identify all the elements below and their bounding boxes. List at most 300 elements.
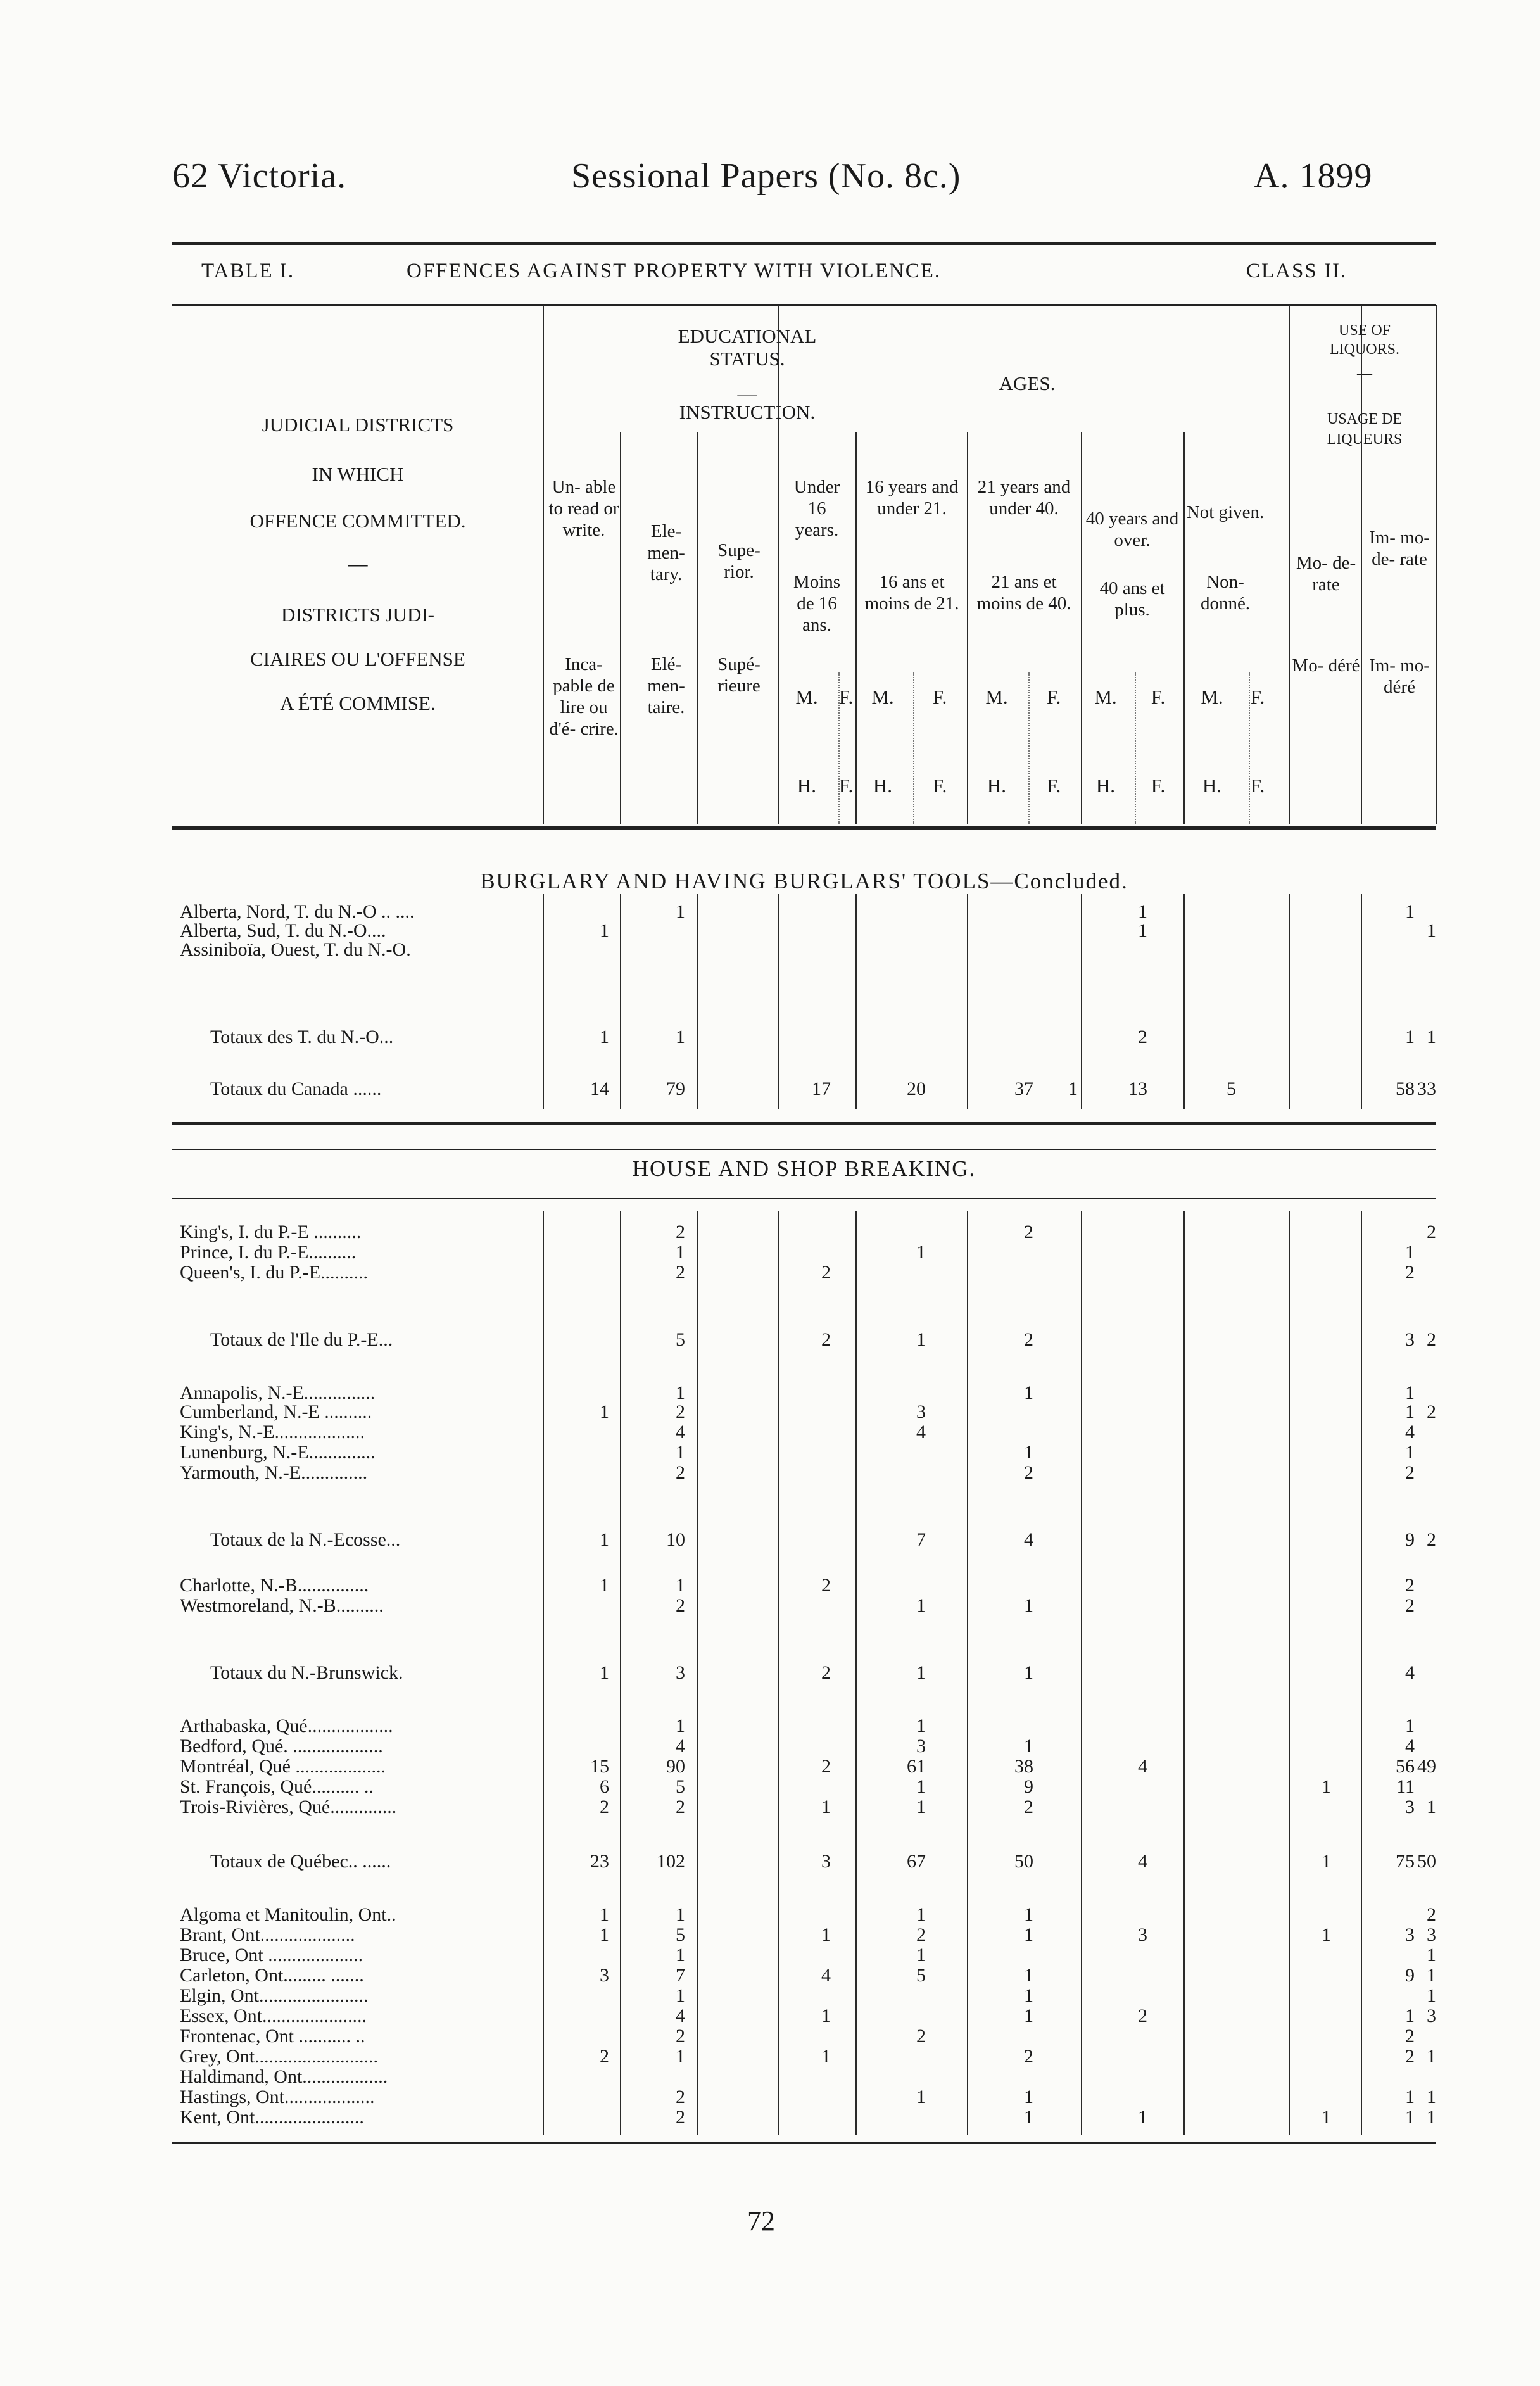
table-cell: 4 [676, 1422, 685, 1442]
sex-rule [1135, 672, 1136, 824]
table-cell: 1 [600, 1401, 609, 1422]
district-name: Elgin, Ont....................... [180, 1985, 369, 2006]
column-rule [697, 432, 698, 824]
table-cell: 3 [916, 1401, 926, 1422]
total-row [172, 1662, 1436, 1684]
age-under16-fr: Moins de 16 ans. [793, 572, 841, 635]
table-cell: 1 [676, 1575, 685, 1596]
district-name: Cumberland, N.-E .......... [180, 1401, 372, 1422]
body-column-rule [1289, 894, 1290, 1109]
table-label: TABLE I. [201, 260, 295, 282]
table-cell: 1 [1405, 1026, 1415, 1047]
body-column-rule [967, 1211, 968, 2135]
district-name: Hastings, Ont................... [180, 2086, 375, 2107]
section-title: BURGLARY AND HAVING BURGLARS' TOOLS—Concluded. [480, 869, 1128, 893]
table-cell: 2 [916, 2026, 926, 2047]
table-cell: 4 [676, 2005, 685, 2026]
table-cell: 2 [676, 2026, 685, 2047]
table-cell: 1 [1427, 1796, 1436, 1817]
sex-header-female: F. [932, 686, 947, 708]
table-cell: 1 [916, 1945, 926, 1966]
district-header-en-1: JUDICIAL DISTRICTS [262, 413, 454, 436]
sex-rule [838, 672, 840, 824]
table-cell: 1 [821, 1796, 831, 1817]
table-cell: 1 [1024, 1965, 1033, 1986]
table-cell: 3 [1405, 1796, 1415, 1817]
table-cell: 1 [1024, 1924, 1033, 1945]
table-cell: 1 [1024, 2086, 1033, 2107]
table-cell: 2 [1427, 1401, 1436, 1422]
total-label: Totaux du Canada ...... [210, 1078, 382, 1099]
table-cell: 1 [676, 2046, 685, 2067]
total-label: Totaux du N.-Brunswick. [210, 1662, 403, 1683]
district-header-en-2: IN WHICH [312, 463, 404, 485]
table-cell: 7 [676, 1965, 685, 1986]
table-cell: 1 [600, 920, 609, 941]
table-row [172, 1401, 1436, 1423]
table-cell: 1 [1405, 1242, 1415, 1263]
table-cell: 1 [600, 1924, 609, 1945]
sex-header-female: F. [1046, 686, 1061, 708]
table-cell: 1 [1427, 1985, 1436, 2006]
table-cell: 4 [676, 1736, 685, 1757]
table-cell: 9 [1405, 1965, 1415, 1986]
table-cell: 1 [1322, 1776, 1331, 1797]
age-not-given-fr: Non- donné. [1200, 572, 1251, 614]
table-cell: 2 [676, 2107, 685, 2128]
liquor-header-1: USE OF [1338, 322, 1391, 339]
table-cell: 1 [821, 2046, 831, 2067]
table-cell: 1 [916, 1595, 926, 1616]
table-cell: 4 [1405, 1422, 1415, 1442]
body-column-rule [1081, 894, 1082, 1109]
table-cell: 1 [1427, 920, 1436, 941]
ages-header: AGES. [999, 372, 1056, 395]
table-cell: 1 [1138, 920, 1147, 941]
table-cell: 3 [1405, 1329, 1415, 1350]
table-cell: 90 [666, 1756, 685, 1777]
edu-header-fr: INSTRUCTION. [679, 401, 816, 423]
sex-rule [1249, 672, 1250, 824]
table-cell: 1 [676, 1985, 685, 2006]
liquor-header-dash: — [1357, 365, 1372, 382]
district-header-en-3: OFFENCE COMMITTED. [249, 510, 466, 532]
body-column-rule [620, 1211, 621, 2135]
sex-header-male: M. [795, 686, 818, 708]
table-cell: 4 [1024, 1529, 1033, 1550]
table-row [172, 1261, 1436, 1284]
section-rule [172, 1198, 1436, 1199]
table-cell: 11 [1396, 1776, 1415, 1797]
table-row [172, 1594, 1436, 1617]
sex-header-fr-male: H. [1202, 774, 1222, 797]
sex-rule [913, 672, 914, 824]
district-name: Frontenac, Ont ........... .. [180, 2026, 365, 2047]
header-sessional-papers: Sessional Papers (No. 8c.) [571, 156, 961, 196]
header-bottom-rule [172, 826, 1436, 830]
sex-header-fr-female: F. [838, 774, 854, 797]
total-label: Totaux de la N.-Ecosse... [210, 1529, 401, 1550]
table-cell: 49 [1417, 1756, 1436, 1777]
table-cell: 5 [1227, 1078, 1236, 1099]
table-cell: 1 [1322, 1924, 1331, 1945]
district-header-dash: — [348, 553, 368, 575]
table-cell: 1 [676, 1026, 685, 1047]
age-40-over-fr: 40 ans et plus. [1099, 578, 1165, 620]
sex-header-fr-male: H. [797, 774, 817, 797]
table-cell: 1 [600, 1529, 609, 1550]
table-cell: 2 [916, 1924, 926, 1945]
page-number: 72 [747, 2206, 775, 2237]
body-column-rule [1081, 1211, 1082, 2135]
table-cell: 1 [916, 1662, 926, 1683]
table-cell: 1 [1024, 1736, 1033, 1757]
table-cell: 5 [916, 1965, 926, 1986]
table-row [172, 1924, 1436, 1947]
table-cell: 6 [600, 1776, 609, 1797]
table-row [172, 1776, 1436, 1798]
table-cell: 2 [821, 1329, 831, 1350]
table-cell: 1 [916, 1329, 926, 1350]
table-cell: 3 [916, 1736, 926, 1757]
table-cell: 2 [1138, 2005, 1147, 2026]
column-rule [1436, 305, 1437, 824]
table-cell: 2 [1427, 1904, 1436, 1925]
table-cell: 3 [1138, 1924, 1147, 1945]
table-cell: 3 [1427, 2005, 1436, 2026]
table-title: OFFENCES AGAINST PROPERTY WITH VIOLENCE. [407, 260, 942, 282]
total-row [172, 1026, 1436, 1049]
total-row [172, 1329, 1436, 1351]
table-cell: 2 [1427, 1329, 1436, 1350]
body-column-rule [1183, 1211, 1185, 2135]
immoderate-header-en: Im- mo- de- rate [1369, 527, 1430, 569]
sex-header-fr-male: H. [987, 774, 1007, 797]
table-cell: 15 [590, 1756, 609, 1777]
table-cell: 3 [600, 1965, 609, 1986]
district-name: Alberta, Nord, T. du N.-O .. .... [180, 901, 415, 922]
table-cell: 102 [657, 1851, 685, 1872]
table-cell: 79 [666, 1078, 685, 1099]
sex-header-male: M. [1094, 686, 1117, 708]
header-year: A. 1899 [1254, 156, 1373, 196]
table-cell: 1 [676, 1945, 685, 1966]
body-column-rule [697, 894, 698, 1109]
table-cell: 1 [600, 1904, 609, 1925]
table-cell: 1 [1405, 2005, 1415, 2026]
age-16-21-fr: 16 ans et moins de 21. [864, 572, 959, 614]
table-cell: 1 [600, 1026, 609, 1047]
age-40-over-en: 40 years and over. [1085, 508, 1179, 550]
table-row [172, 1735, 1436, 1758]
table-cell: 1 [916, 1242, 926, 1263]
table-row [172, 1796, 1436, 1819]
table-row [172, 1421, 1436, 1444]
body-column-rule [1361, 894, 1362, 1109]
district-name: St. François, Qué.......... .. [180, 1776, 374, 1797]
table-cell: 1 [676, 1442, 685, 1463]
district-name: Brant, Ont.................... [180, 1924, 355, 1945]
table-cell: 14 [590, 1078, 609, 1099]
body-column-rule [778, 894, 779, 1109]
district-name: Essex, Ont...................... [180, 2005, 367, 2026]
table-cell: 75 [1396, 1851, 1415, 1872]
table-cell: 2 [600, 2046, 609, 2067]
table-cell: 2 [1405, 1462, 1415, 1483]
table-cell: 1 [1405, 901, 1415, 922]
moderate-header-en: Mo- de- rate [1296, 553, 1356, 595]
district-name: Alberta, Sud, T. du N.-O.... [180, 920, 386, 941]
table-cell: 7 [916, 1529, 926, 1550]
edu-header-dash: — [737, 382, 757, 404]
body-column-rule [967, 894, 968, 1109]
sex-header-male: M. [1201, 686, 1223, 708]
table-cell: 3 [1405, 1924, 1415, 1945]
body-column-rule [543, 894, 544, 1109]
table-cell: 1 [1322, 2107, 1331, 2128]
table-cell: 1 [1138, 901, 1147, 922]
district-name: Yarmouth, N.-E.............. [180, 1462, 368, 1483]
table-cell: 1 [1024, 1662, 1033, 1683]
table-bottom-rule [172, 2142, 1436, 2144]
table-cell: 61 [907, 1756, 926, 1777]
sex-header-fr-female: F. [932, 774, 947, 797]
body-column-rule [620, 894, 621, 1109]
table-row [172, 1715, 1436, 1738]
table-cell: 2 [676, 1221, 685, 1242]
table-cell: 2 [1405, 1595, 1415, 1616]
table-cell: 1 [916, 1796, 926, 1817]
superior-header-en: Supe- rior. [717, 540, 761, 582]
district-name: Trois-Rivières, Qué.............. [180, 1796, 397, 1817]
table-cell: 1 [1427, 2086, 1436, 2107]
table-row [172, 938, 1436, 961]
district-name: King's, I. du P.-E .......... [180, 1221, 362, 1242]
table-cell: 1 [1427, 2046, 1436, 2067]
statistics-table [172, 242, 1436, 2210]
table-cell: 3 [676, 1662, 685, 1683]
liquor-header-4: LIQUEURS [1327, 431, 1403, 448]
table-cell: 1 [676, 1904, 685, 1925]
title-rule [172, 304, 1436, 306]
table-row [172, 1241, 1436, 1264]
table-row [172, 1944, 1436, 1967]
sex-header-female: F. [1250, 686, 1265, 708]
table-cell: 1 [676, 901, 685, 922]
unable-header-fr: Inca- pable de lire ou d'é- crire. [549, 654, 619, 739]
table-cell: 2 [1138, 1026, 1147, 1047]
table-cell: 2 [821, 1262, 831, 1283]
age-16-21-en: 16 years and under 21. [865, 477, 959, 519]
table-cell: 50 [1014, 1851, 1033, 1872]
district-name: Lunenburg, N.-E.............. [180, 1442, 376, 1463]
table-cell: 1 [916, 1776, 926, 1797]
table-row [172, 1985, 1436, 2007]
body-column-rule [1289, 1211, 1290, 2135]
table-cell: 1 [821, 1924, 831, 1945]
sex-header-fr-female: F. [1046, 774, 1061, 797]
district-name: Queen's, I. du P.-E.......... [180, 1262, 369, 1283]
total-label: Totaux des T. du N.-O... [210, 1026, 394, 1047]
table-row [172, 1221, 1436, 1244]
district-header-fr-1: DISTRICTS JUDI- [281, 603, 434, 626]
table-cell: 1 [1068, 1078, 1078, 1099]
district-name: King's, N.-E................... [180, 1422, 365, 1442]
table-row [172, 2025, 1436, 2048]
elementary-header-fr: Elé- men- taire. [647, 654, 685, 717]
table-top-rule [172, 242, 1436, 245]
district-name: Arthabaska, Qué.................. [180, 1715, 393, 1736]
table-row [172, 1903, 1436, 1926]
district-name: Grey, Ont.......................... [180, 2046, 379, 2067]
elementary-header-en: Ele- men- tary. [647, 521, 685, 584]
table-row [172, 2066, 1436, 2088]
district-name: Haldimand, Ont.................. [180, 2066, 388, 2087]
moderate-header-fr: Mo- déré [1292, 655, 1360, 676]
sex-header-male: M. [985, 686, 1008, 708]
sex-header-male: M. [871, 686, 894, 708]
table-cell: 1 [1024, 1442, 1033, 1463]
total-label: Totaux de Québec.. ...... [210, 1851, 391, 1872]
column-rule [967, 432, 968, 824]
table-cell: 2 [1024, 1796, 1033, 1817]
liquor-header-3: USAGE DE [1327, 411, 1402, 427]
district-name: Carleton, Ont......... ....... [180, 1965, 364, 1986]
district-name: Algoma et Manitoulin, Ont.. [180, 1904, 396, 1925]
sex-header-fr-male: H. [1095, 774, 1116, 797]
table-cell: 4 [1138, 1851, 1147, 1872]
age-21-40-fr: 21 ans et moins de 40. [976, 572, 1071, 614]
table-cell: 5 [676, 1329, 685, 1350]
table-row [172, 2086, 1436, 2109]
sex-rule [1028, 672, 1030, 824]
sex-header-fr-female: F. [1250, 774, 1265, 797]
district-name: Montréal, Qué ................... [180, 1756, 386, 1777]
age-not-given-en: Not given. [1186, 502, 1265, 522]
table-cell: 2 [821, 1662, 831, 1683]
section-rule [172, 1149, 1436, 1150]
table-cell: 2 [821, 1575, 831, 1596]
table-cell: 20 [907, 1078, 926, 1099]
district-name: Bruce, Ont .................... [180, 1945, 363, 1966]
table-cell: 1 [1024, 1985, 1033, 2006]
edu-header-2: STATUS. [709, 348, 785, 370]
district-name: Assiniboïa, Ouest, T. du N.-O. [180, 939, 411, 960]
table-cell: 2 [1405, 2046, 1415, 2067]
column-rule [778, 305, 779, 824]
table-cell: 2 [676, 1262, 685, 1283]
table-cell: 5 [676, 1924, 685, 1945]
table-cell: 1 [1427, 1965, 1436, 1986]
table-cell: 2 [1024, 1462, 1033, 1483]
table-cell: 1 [1405, 1401, 1415, 1422]
table-cell: 1 [916, 2086, 926, 2107]
table-cell: 1 [1405, 1442, 1415, 1463]
table-row [172, 1461, 1436, 1484]
district-name: Westmoreland, N.-B.......... [180, 1595, 384, 1616]
table-cell: 1 [676, 1715, 685, 1736]
table-cell: 2 [1405, 1262, 1415, 1283]
table-cell: 1 [916, 1904, 926, 1925]
table-cell: 2 [1427, 1529, 1436, 1550]
body-column-rule [697, 1211, 698, 2135]
table-cell: 2 [1024, 1221, 1033, 1242]
district-name: Annapolis, N.-E............... [180, 1382, 376, 1403]
total-label: Totaux de l'Ile du P.-E... [210, 1329, 393, 1350]
column-rule [1081, 432, 1082, 824]
table-cell: 4 [1405, 1736, 1415, 1757]
table-cell: 1 [821, 2005, 831, 2026]
district-header-fr-2: CIAIRES OU L'OFFENSE [250, 648, 465, 670]
table-row [172, 1574, 1436, 1597]
sex-header-fr-male: H. [873, 774, 893, 797]
table-cell: 10 [666, 1529, 685, 1550]
table-cell: 2 [600, 1796, 609, 1817]
district-name: Prince, I. du P.-E.......... [180, 1242, 357, 1263]
table-cell: 3 [1427, 1924, 1436, 1945]
table-cell: 2 [821, 1756, 831, 1777]
body-column-rule [855, 1211, 857, 2135]
sex-header-female: F. [1151, 686, 1166, 708]
body-column-rule [1183, 894, 1185, 1109]
column-rule [855, 432, 857, 824]
table-cell: 2 [676, 2086, 685, 2107]
district-name: Charlotte, N.-B............... [180, 1575, 369, 1596]
section-rule [172, 1122, 1436, 1125]
immoderate-header-fr: Im- mo- déré [1369, 655, 1430, 697]
table-cell: 67 [907, 1851, 926, 1872]
table-class: CLASS II. [1246, 260, 1348, 282]
column-rule [1361, 305, 1362, 824]
total-row [172, 1529, 1436, 1551]
column-rule [1183, 432, 1185, 824]
table-cell: 1 [600, 1662, 609, 1683]
table-cell: 50 [1417, 1851, 1436, 1872]
table-cell: 9 [1024, 1776, 1033, 1797]
table-cell: 1 [1024, 1904, 1033, 1925]
header-volume: 62 Victoria. [172, 156, 347, 196]
table-row [172, 1964, 1436, 1987]
table-cell: 58 [1396, 1078, 1415, 1099]
table-cell: 1 [600, 1575, 609, 1596]
table-cell: 2 [1024, 1329, 1033, 1350]
table-cell: 4 [821, 1965, 831, 1986]
age-under16-en: Under 16 years. [793, 477, 840, 540]
district-name: Kent, Ont....................... [180, 2107, 364, 2128]
table-cell: 1 [1322, 1851, 1331, 1872]
table-cell: 2 [1024, 2046, 1033, 2067]
table-cell: 3 [821, 1851, 831, 1872]
section-title: HOUSE AND SHOP BREAKING. [632, 1156, 976, 1181]
sex-header-female: F. [838, 686, 854, 708]
body-column-rule [778, 1211, 779, 2135]
table-cell: 1 [1024, 2005, 1033, 2026]
table-cell: 1 [1024, 1595, 1033, 1616]
table-cell: 4 [1405, 1662, 1415, 1683]
table-cell: 1 [1427, 2107, 1436, 2128]
table-cell: 13 [1128, 1078, 1147, 1099]
body-column-rule [855, 894, 857, 1109]
table-cell: 1 [1405, 1715, 1415, 1736]
table-cell: 4 [916, 1422, 926, 1442]
edu-header-1: EDUCATIONAL [678, 325, 817, 347]
superior-header-fr: Supé- rieure [717, 654, 761, 696]
table-cell: 9 [1405, 1529, 1415, 1550]
table-cell: 17 [812, 1078, 831, 1099]
table-cell: 1 [1405, 2107, 1415, 2128]
table-cell: 38 [1014, 1756, 1033, 1777]
table-row [172, 1755, 1436, 1778]
